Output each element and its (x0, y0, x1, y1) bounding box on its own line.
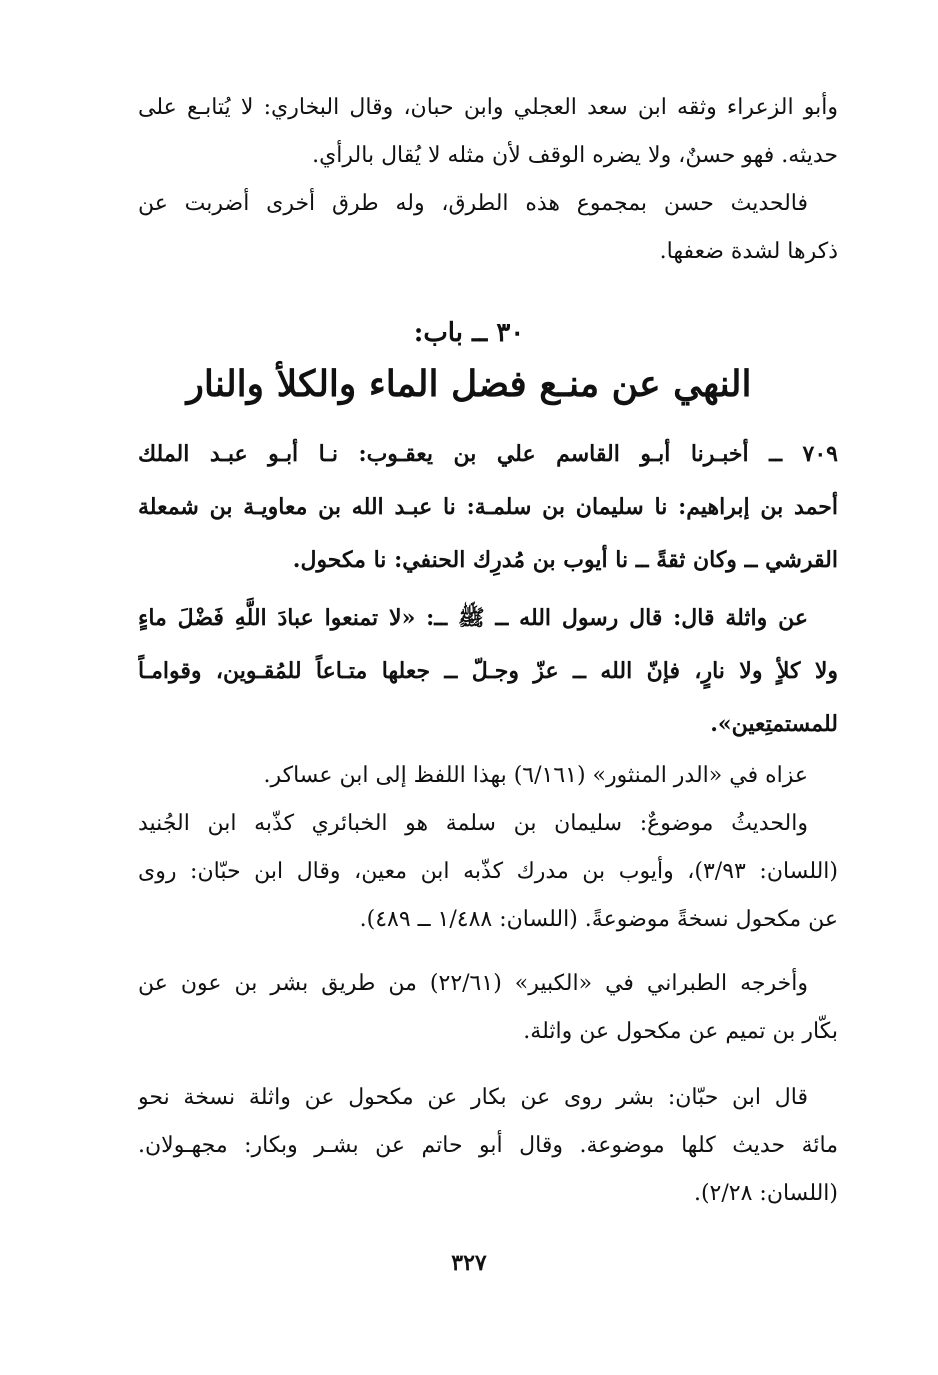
chapter-number: ٣٠ ــ باب: (413, 318, 525, 348)
text-line: عزاه في «الدر المنثور» (٦/١٦١) بهذا اللفظ إلى ابن عساكر. (263, 763, 808, 788)
text-line: فالحديث حسن بمجموع هذه الطرق، وله طرق أخرى أضربت عن (138, 191, 808, 216)
text-line: (اللسان: ٢/٢٨). (693, 1181, 838, 1206)
isnad-paragraph (138, 428, 838, 587)
page-number: ٣٢٧ (451, 1250, 487, 1276)
text-line: ٧٠٩ ــ أخبـرنا أبـو القاسم علي بن يعقـوب: نـا أبـو عبـد الملك (138, 441, 838, 467)
matn-paragraph (138, 592, 838, 751)
commentary-paragraph (138, 1074, 838, 1218)
text-line: عن واثلة قال: قال رسول الله ــ ﷺ ــ: «لا تمنعوا عبادَ اللَّهِ فَضْلَ ماءٍ (138, 605, 808, 631)
text-line: مائة حديث كلها موضوعة. وقال أبو حاتم عن بشـر وبكار: مجهـولان. (138, 1133, 838, 1158)
text-line: (اللسان: ٣/٩٣)، وأيوب بن مدرك كذّبه ابن معين، وقال ابن حبّان: روى (138, 859, 838, 884)
text-line: أحمد بن إبراهيم: نا سليمان بن سلمـة: نا عبـد الله بن معاويـة بن شمعلة (138, 494, 838, 520)
commentary-paragraph (138, 960, 838, 1056)
text-line: القرشي ــ وكان ثقةً ــ نا أيوب بن مُدرِك الحنفي: نا مكحول. (292, 547, 838, 573)
text-line: وأخرجه الطبراني في «الكبير» (٢٢/٦١) من طريق بشر بن عون عن (138, 971, 808, 996)
text-line: والحديثُ موضوعٌ: سليمان بن سلمة هو الخبائري كذّبه ابن الجُنيد (138, 811, 808, 836)
text-line: حديثه. فهو حسنٌ، ولا يضره الوقف لأن مثله لا يُقال بالرأي. (312, 143, 838, 168)
chapter-title: النهي عن منـع فضل الماء والكلأ والنار (186, 363, 752, 405)
text-line: ذكرها لشدة ضعفها. (659, 239, 838, 264)
intro-paragraph (138, 84, 838, 276)
text-line: عن مكحول نسخةً موضوعةً. (اللسان: ١/٤٨٨ ــ ٤٨٩). (359, 907, 838, 932)
text-line: ولا كلأٍ ولا نارٍ، فإنّ الله ــ عزّ وجـلّ ــ جعلها متـاعاً للمُقـوين، وقوامـاً (138, 658, 838, 684)
commentary-paragraph (138, 752, 838, 944)
text-line: للمستمتِعين». (710, 711, 838, 737)
text-line: بكّار بن تميم عن مكحول عن واثلة. (523, 1019, 838, 1044)
text-line: وأبو الزعراء وثقه ابن سعد العجلي وابن حبان، وقال البخاري: لا يُتابـع على (138, 95, 838, 120)
text-line: قال ابن حبّان: بشر روى عن بكار عن مكحول عن واثلة نسخة نحو (138, 1085, 808, 1110)
